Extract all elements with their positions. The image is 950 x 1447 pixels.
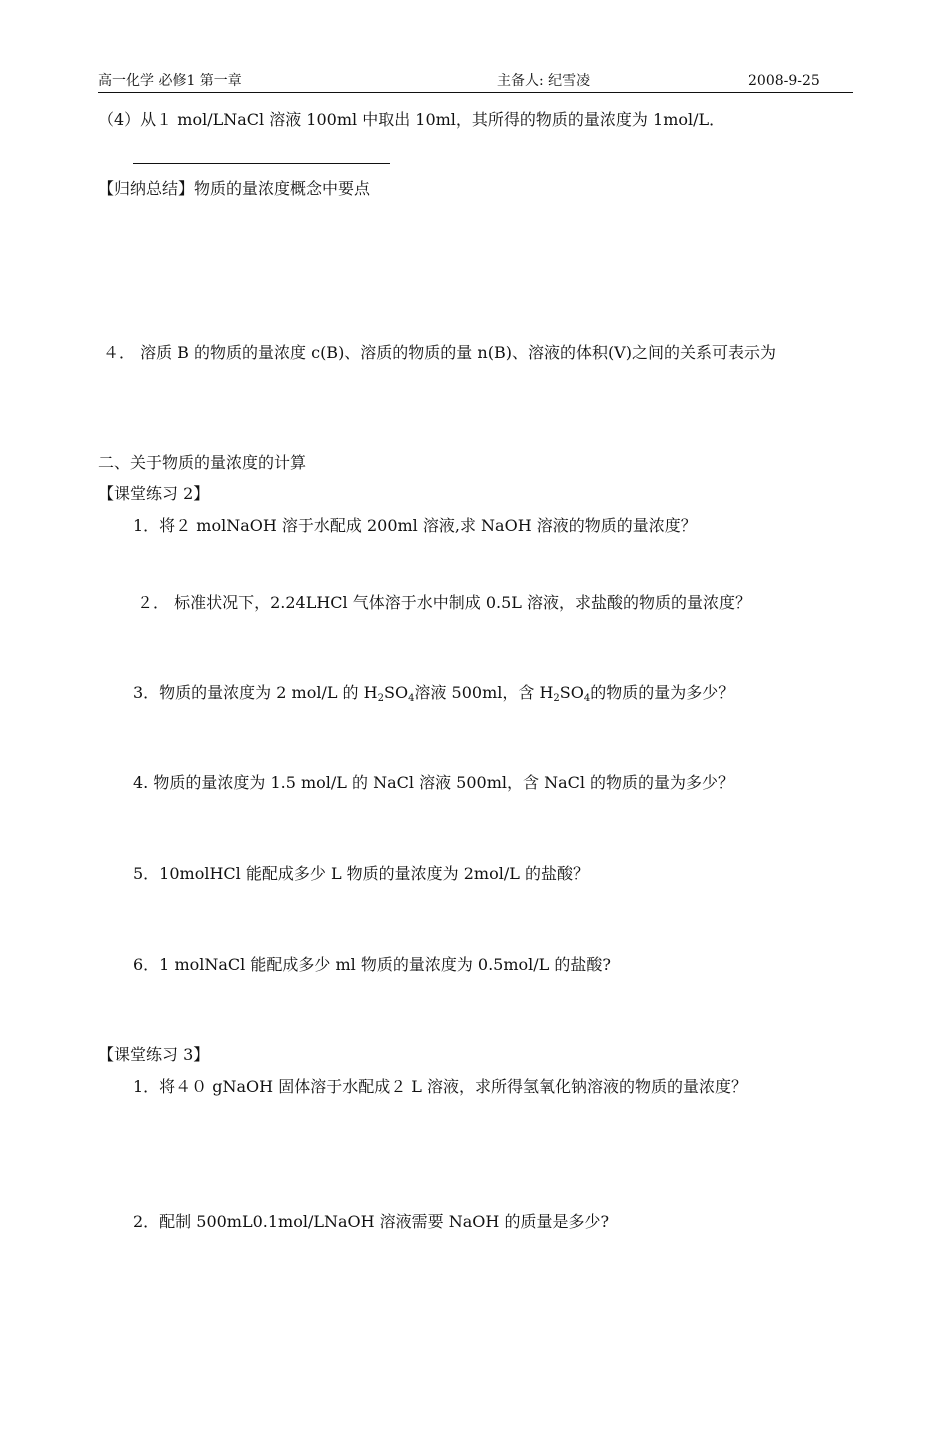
practice-3-heading: 【课堂练习 3】 xyxy=(98,1045,210,1064)
practice-2-question-4: 4. 物质的量浓度为 1.5 mol/L 的 NaCl 溶液 500ml，含 NaCl 的物质的量为多少？ xyxy=(133,773,735,792)
header-course: 高一化学 必修1 第一章 xyxy=(98,73,242,89)
answer-blank-line xyxy=(133,163,390,164)
section-2-title: 二、关于物质的量浓度的计算 xyxy=(98,453,307,472)
question-4-line: （4）从１ mol/LNaCl 溶液 100ml 中取出 10ml，其所得的物质的量浓度为 1mol/L． xyxy=(98,110,726,129)
header-rule xyxy=(98,92,853,93)
header-date: 2008-9-25 xyxy=(748,73,820,89)
practice-2-question-2: ２． 标准状况下，2.24LHCl 气体溶于水中制成 0.5L 溶液，求盐酸的物质的量浓度？ xyxy=(137,593,751,612)
practice-3-question-2: 2．配制 500mL0.1mol/LNaOH 溶液需要 NaOH 的质量是多少? xyxy=(133,1212,610,1231)
summary-heading: 【归纳总结】物质的量浓度概念中要点 xyxy=(98,179,371,198)
practice-2-heading: 【课堂练习 2】 xyxy=(98,484,210,503)
practice-2-question-3: 3．物质的量浓度为 2 mol/L 的 $H_2SO_4$溶液 500ml，含 $H_2SO_4$的物质的量为多少？ xyxy=(133,683,735,704)
practice-2-question-6: 6．1 molNaCl 能配成多少 ml 物质的量浓度为 0.5mol/L 的盐酸? xyxy=(133,955,611,974)
practice-3-question-1: 1．将４０ gNaOH 固体溶于水配成２ L 溶液，求所得氢氧化钠溶液的物质的量浓度？ xyxy=(133,1077,748,1096)
practice-2-question-5: 5．10molHCl 能配成多少 L 物质的量浓度为 2mol/L 的盐酸？ xyxy=(133,864,589,883)
practice-2-question-1: 1．将２ molNaOH 溶于水配成 200ml 溶液,求 NaOH 溶液的物质的量浓度？ xyxy=(133,516,697,535)
item-4-relation: ４． 溶质 B 的物质的量浓度 c(B)、溶质的物质的量 n(B)、溶液的体积(V)之间的关系可表示为 xyxy=(103,343,776,362)
header-author: 主备人: 纪雪凌 xyxy=(497,73,591,89)
